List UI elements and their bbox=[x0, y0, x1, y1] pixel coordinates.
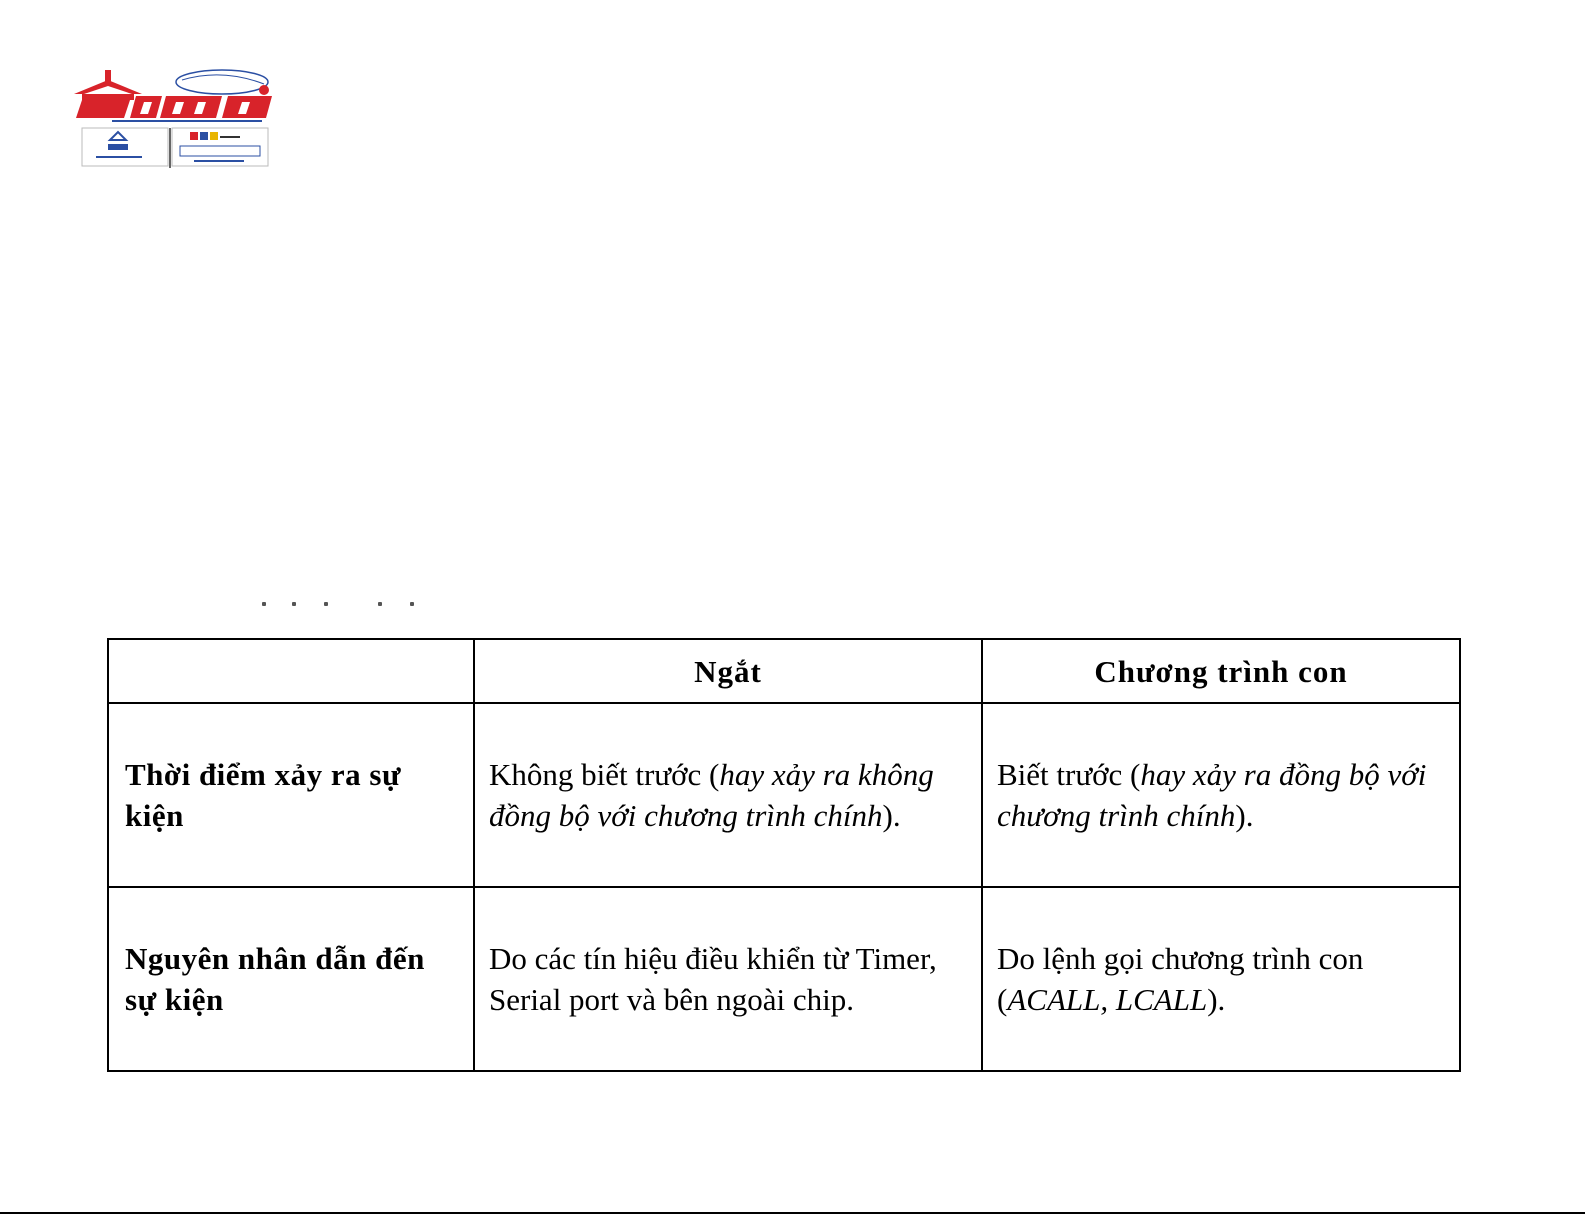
header-empty-cell bbox=[108, 639, 474, 703]
table-row bbox=[108, 887, 1460, 1071]
bottom-rule bbox=[0, 1212, 1585, 1214]
row-label-cause: Nguyên nhân dẫn đến sự kiện bbox=[108, 887, 474, 1071]
cell-text-end: ). bbox=[1235, 798, 1254, 833]
comparison-table bbox=[107, 638, 1461, 1072]
table-header-row bbox=[108, 639, 1460, 703]
cell-text: Biết trước ( bbox=[997, 757, 1141, 792]
header-subroutine: Chương trình con bbox=[982, 639, 1460, 703]
hui-logo bbox=[72, 66, 282, 170]
cell-text: Do lệnh gọi chương trình con ( bbox=[997, 941, 1364, 1017]
cell-interrupt-timing bbox=[474, 703, 982, 887]
cell-text-end: ). bbox=[1207, 982, 1226, 1017]
row-label-timing: Thời điểm xảy ra sự kiện bbox=[108, 703, 474, 887]
cell-text-end: ). bbox=[882, 798, 901, 833]
cell-text: Không biết trước ( bbox=[489, 757, 720, 792]
cell-italic-text: ACALL, LCALL bbox=[1007, 982, 1208, 1017]
cell-italic-text: hay xảy ra đồng bộ với chương trình chính bbox=[997, 757, 1427, 833]
cell-subroutine-timing bbox=[982, 703, 1460, 887]
cell-interrupt-cause: Do các tín hiệu điều khiển từ Timer, Serial port và bên ngoài chip. bbox=[474, 887, 982, 1071]
cell-subroutine-cause bbox=[982, 887, 1460, 1071]
stray-marks bbox=[262, 598, 422, 610]
header-interrupt: Ngắt bbox=[474, 639, 982, 703]
table-row bbox=[108, 703, 1460, 887]
cell-italic-text: hay xảy ra không đồng bộ với chương trình chính bbox=[489, 757, 934, 833]
